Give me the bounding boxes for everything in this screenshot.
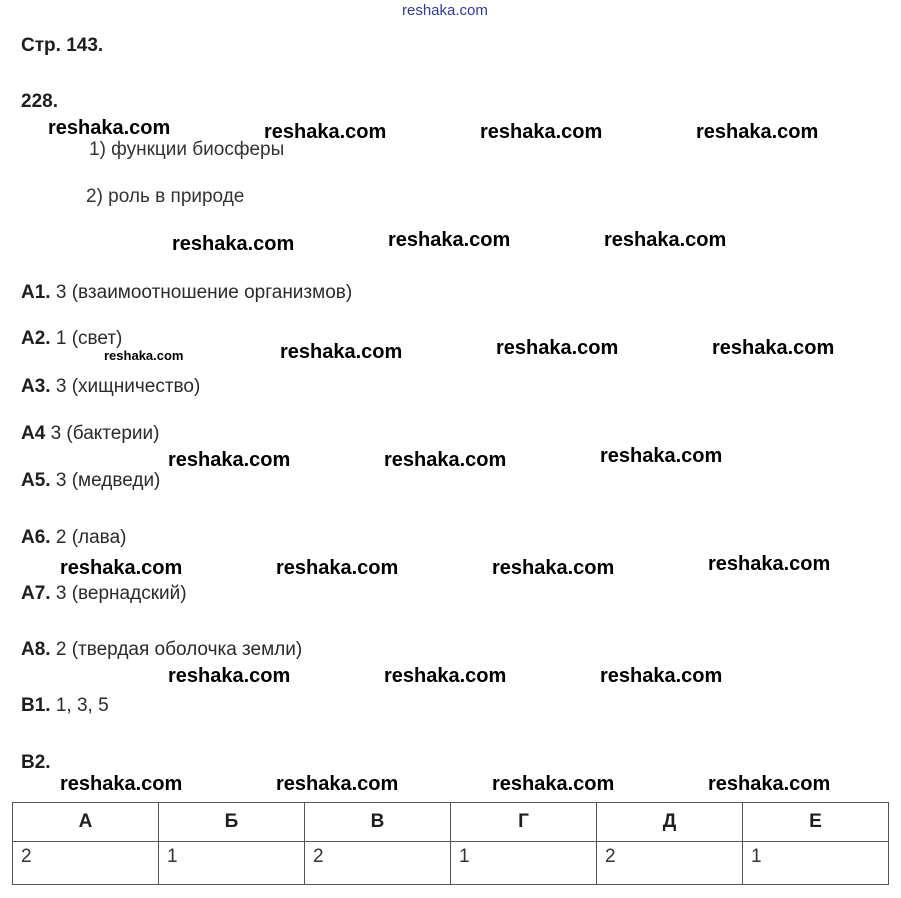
watermark: reshaka.com: [496, 337, 619, 359]
table-header-cell: В: [305, 803, 451, 842]
watermark: reshaka.com: [708, 773, 831, 795]
answer-label: А8.: [21, 639, 51, 660]
answer-text: 3 (вернадский): [55, 583, 187, 604]
table-row: [13, 842, 889, 885]
answer-label: А5.: [21, 470, 51, 491]
watermark: reshaka.com: [480, 121, 603, 143]
answer-text: 1 (свет): [55, 328, 123, 349]
watermark-top: reshaka.com: [402, 2, 488, 19]
watermark: reshaka.com: [712, 337, 835, 359]
watermark: reshaka.com: [276, 773, 399, 795]
answer-text: 3 (хищничество): [55, 376, 201, 397]
watermark: reshaka.com: [604, 229, 727, 251]
answer-b2-label: В2.: [21, 752, 51, 773]
answer-a1: [21, 282, 352, 304]
answer-a8: [21, 639, 302, 661]
watermark: reshaka.com: [388, 229, 511, 251]
watermark: reshaka.com: [600, 445, 723, 467]
watermark: reshaka.com: [280, 341, 403, 363]
watermark: reshaka.com: [60, 557, 183, 579]
watermark-small: reshaka.com: [104, 348, 184, 363]
answer-text: 3 (взаимоотношение организмов): [55, 282, 353, 303]
answer-text: 1, 3, 5: [55, 695, 109, 716]
table-header-cell: Б: [159, 803, 305, 842]
answer-text: 3 (бактерии): [50, 423, 160, 444]
watermark: reshaka.com: [696, 121, 819, 143]
watermark: reshaka.com: [172, 233, 295, 255]
answer-a5: [21, 470, 160, 492]
list-item: 1) функции биосферы: [89, 139, 285, 160]
table-header-row: [13, 803, 889, 842]
table-cell: 1: [159, 842, 305, 885]
answer-b1: [21, 695, 109, 717]
watermark: reshaka.com: [264, 121, 387, 143]
table-header-cell: Е: [743, 803, 889, 842]
table-cell: 2: [13, 842, 159, 885]
watermark: reshaka.com: [384, 665, 507, 687]
answer-label: А1.: [21, 282, 51, 303]
answer-table: [12, 802, 889, 885]
table-header-cell: Г: [451, 803, 597, 842]
answer-label: А3.: [21, 376, 51, 397]
watermark: reshaka.com: [60, 773, 183, 795]
table-header-cell: Д: [597, 803, 743, 842]
table-cell: 2: [305, 842, 451, 885]
task-number: 228.: [21, 91, 58, 112]
list-item: 2) роль в природе: [86, 186, 245, 207]
answer-label: А7.: [21, 583, 51, 604]
answer-text: 2 (лава): [55, 527, 127, 548]
watermark: reshaka.com: [492, 773, 615, 795]
table-cell: 1: [743, 842, 889, 885]
page-reference: Стр. 143.: [21, 35, 104, 56]
answer-text: 2 (твердая оболочка земли): [55, 639, 303, 660]
answer-a6: [21, 527, 126, 549]
answer-label: А4: [21, 423, 46, 444]
answer-label: В1.: [21, 695, 51, 716]
watermark: reshaka.com: [48, 117, 171, 139]
watermark: reshaka.com: [168, 449, 291, 471]
answer-a2: [21, 328, 122, 350]
watermark: reshaka.com: [600, 665, 723, 687]
table-cell: 1: [451, 842, 597, 885]
watermark: reshaka.com: [492, 557, 615, 579]
watermark: reshaka.com: [276, 557, 399, 579]
watermark: reshaka.com: [708, 553, 831, 575]
table-header-cell: А: [13, 803, 159, 842]
answer-label: А2.: [21, 328, 51, 349]
table-cell: 2: [597, 842, 743, 885]
watermark: reshaka.com: [384, 449, 507, 471]
answer-a7: [21, 583, 187, 605]
answer-a4: [21, 423, 159, 445]
watermark: reshaka.com: [168, 665, 291, 687]
answer-label: А6.: [21, 527, 51, 548]
answer-a3: [21, 376, 200, 398]
answer-text: 3 (медведи): [55, 470, 161, 491]
